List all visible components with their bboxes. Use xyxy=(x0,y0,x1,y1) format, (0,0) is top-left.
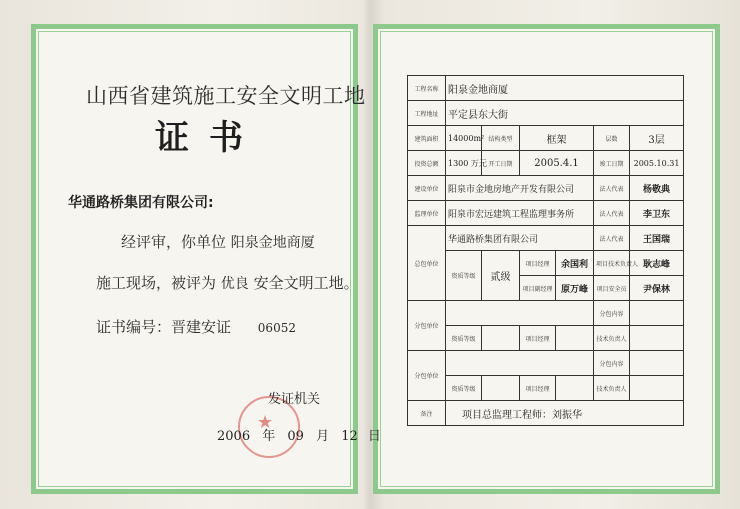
general-value: 华通路桥集团有限公司 xyxy=(446,226,594,251)
table-row xyxy=(408,301,684,326)
sub2-name-value xyxy=(446,351,594,376)
sub-pm-label: 项目经理 xyxy=(520,326,556,351)
company-name: 华通路桥集团有限公司: xyxy=(68,195,214,211)
completion-value: 2005.10.31 xyxy=(630,151,684,176)
pm-value: 余国利 xyxy=(556,251,594,276)
sub2-qual-value xyxy=(482,376,520,401)
table-row xyxy=(408,101,684,126)
table-row xyxy=(408,176,684,201)
floors-label: 层数 xyxy=(594,126,630,151)
cert-no-value: 06052 xyxy=(257,321,296,335)
sub-qual-value xyxy=(482,326,520,351)
builder-value: 阳泉市金地房地产开发有限公司 xyxy=(446,176,594,201)
supervisor-rep-label: 法人代表 xyxy=(594,201,630,226)
floors-value: 3层 xyxy=(630,126,684,151)
table-row xyxy=(408,201,684,226)
safety-value: 尹保林 xyxy=(630,276,684,301)
deputy-pm-value: 原万峰 xyxy=(556,276,594,301)
area-value: 14000m² xyxy=(446,126,482,151)
award-line xyxy=(96,272,359,293)
sub-content-value xyxy=(630,301,684,326)
completion-label: 竣工日期 xyxy=(594,151,630,176)
certificate-number-line xyxy=(96,316,296,337)
table-row xyxy=(408,351,684,376)
issue-date xyxy=(217,425,381,444)
review-prefix: 经评审，你单位 xyxy=(121,233,227,251)
sub2-tech-label: 技术负责人 xyxy=(594,376,630,401)
sub-pm-value xyxy=(556,326,594,351)
project-address-value: 平定县东大街 xyxy=(446,101,684,126)
project-name-label: 工程名称 xyxy=(408,76,446,101)
safety-label: 项目安全员 xyxy=(594,276,630,301)
issuing-authority: 发证机关 xyxy=(268,392,321,407)
area-label: 建筑面积 xyxy=(408,126,446,151)
supervisor-value: 阳泉市宏远建筑工程监理事务所 xyxy=(446,201,594,226)
award-prefix: 施工现场，被评为 xyxy=(96,274,217,292)
investment-label: 投资总额 xyxy=(408,151,446,176)
pm-label: 项目经理 xyxy=(520,251,556,276)
award-grade: 优良 xyxy=(220,276,249,292)
deputy-pm-label: 项目副经理 xyxy=(520,276,556,301)
supervisor-label: 监理单位 xyxy=(408,201,446,226)
general-rep-label: 法人代表 xyxy=(594,226,630,251)
tech-label: 项目技术负责人 xyxy=(594,251,630,276)
table-row xyxy=(408,251,684,276)
cert-no-label: 证书编号：晋建安证 xyxy=(96,318,232,336)
builder-label: 建设单位 xyxy=(408,176,446,201)
review-line xyxy=(121,231,315,252)
sub2-content-label: 分包内容 xyxy=(594,351,630,376)
sub-content-label: 分包内容 xyxy=(594,301,630,326)
table-row xyxy=(408,226,684,251)
table-row xyxy=(408,401,684,426)
table-row xyxy=(408,326,684,351)
sub2-qual-label: 资质等级 xyxy=(446,376,482,401)
project-info-table xyxy=(407,75,684,426)
project-name-text: 阳泉金地商厦 xyxy=(230,235,315,251)
seal-star-icon: ★ xyxy=(257,412,274,433)
supervisor-rep-value: 李卫东 xyxy=(630,201,684,226)
sub-qual-label: 资质等级 xyxy=(446,326,482,351)
date-month-unit: 月 xyxy=(316,429,330,444)
general-label: 总包单位 xyxy=(408,226,446,301)
table-row xyxy=(408,376,684,401)
builder-rep-value: 杨敬典 xyxy=(630,176,684,201)
certificate-org-title: 山西省建筑施工安全文明工地 xyxy=(86,84,366,108)
sub2-content-value xyxy=(630,351,684,376)
tech-value: 耿志峰 xyxy=(630,251,684,276)
sub2-pm-label: 项目经理 xyxy=(520,376,556,401)
sub-tech-label: 技术负责人 xyxy=(594,326,630,351)
sub-tech-value xyxy=(630,326,684,351)
project-address-label: 工程地址 xyxy=(408,101,446,126)
sub2-label: 分包单位 xyxy=(408,351,446,401)
structure-label: 结构类型 xyxy=(482,126,520,151)
date-month: 09 xyxy=(287,429,304,444)
remark-label: 备注 xyxy=(408,401,446,426)
project-name-value: 阳泉金地商厦 xyxy=(446,76,684,101)
remark-value: 项目总监理工程师：刘振华 xyxy=(446,401,684,426)
sub-name-value xyxy=(446,301,594,326)
structure-value: 框架 xyxy=(520,126,594,151)
investment-value: 1300 万元 xyxy=(446,151,482,176)
table-row xyxy=(408,151,684,176)
table-row xyxy=(408,126,684,151)
award-suffix: 安全文明工地。 xyxy=(253,274,359,292)
start-label: 开工日期 xyxy=(482,151,520,176)
sub2-pm-value xyxy=(556,376,594,401)
date-year: 2006 xyxy=(217,429,251,444)
qual-value: 贰级 xyxy=(482,251,520,301)
date-day: 12 xyxy=(341,429,358,444)
certificate-heading: 证书 xyxy=(155,118,263,158)
start-value: 2005.4.1 xyxy=(520,151,594,176)
table-row xyxy=(408,76,684,101)
general-rep-value: 王国瑞 xyxy=(630,226,684,251)
date-year-unit: 年 xyxy=(262,429,276,444)
sub2-tech-value xyxy=(630,376,684,401)
qual-label: 资质等级 xyxy=(446,251,482,301)
date-day-unit: 日 xyxy=(367,429,381,444)
sub-label: 分包单位 xyxy=(408,301,446,351)
builder-rep-label: 法人代表 xyxy=(594,176,630,201)
